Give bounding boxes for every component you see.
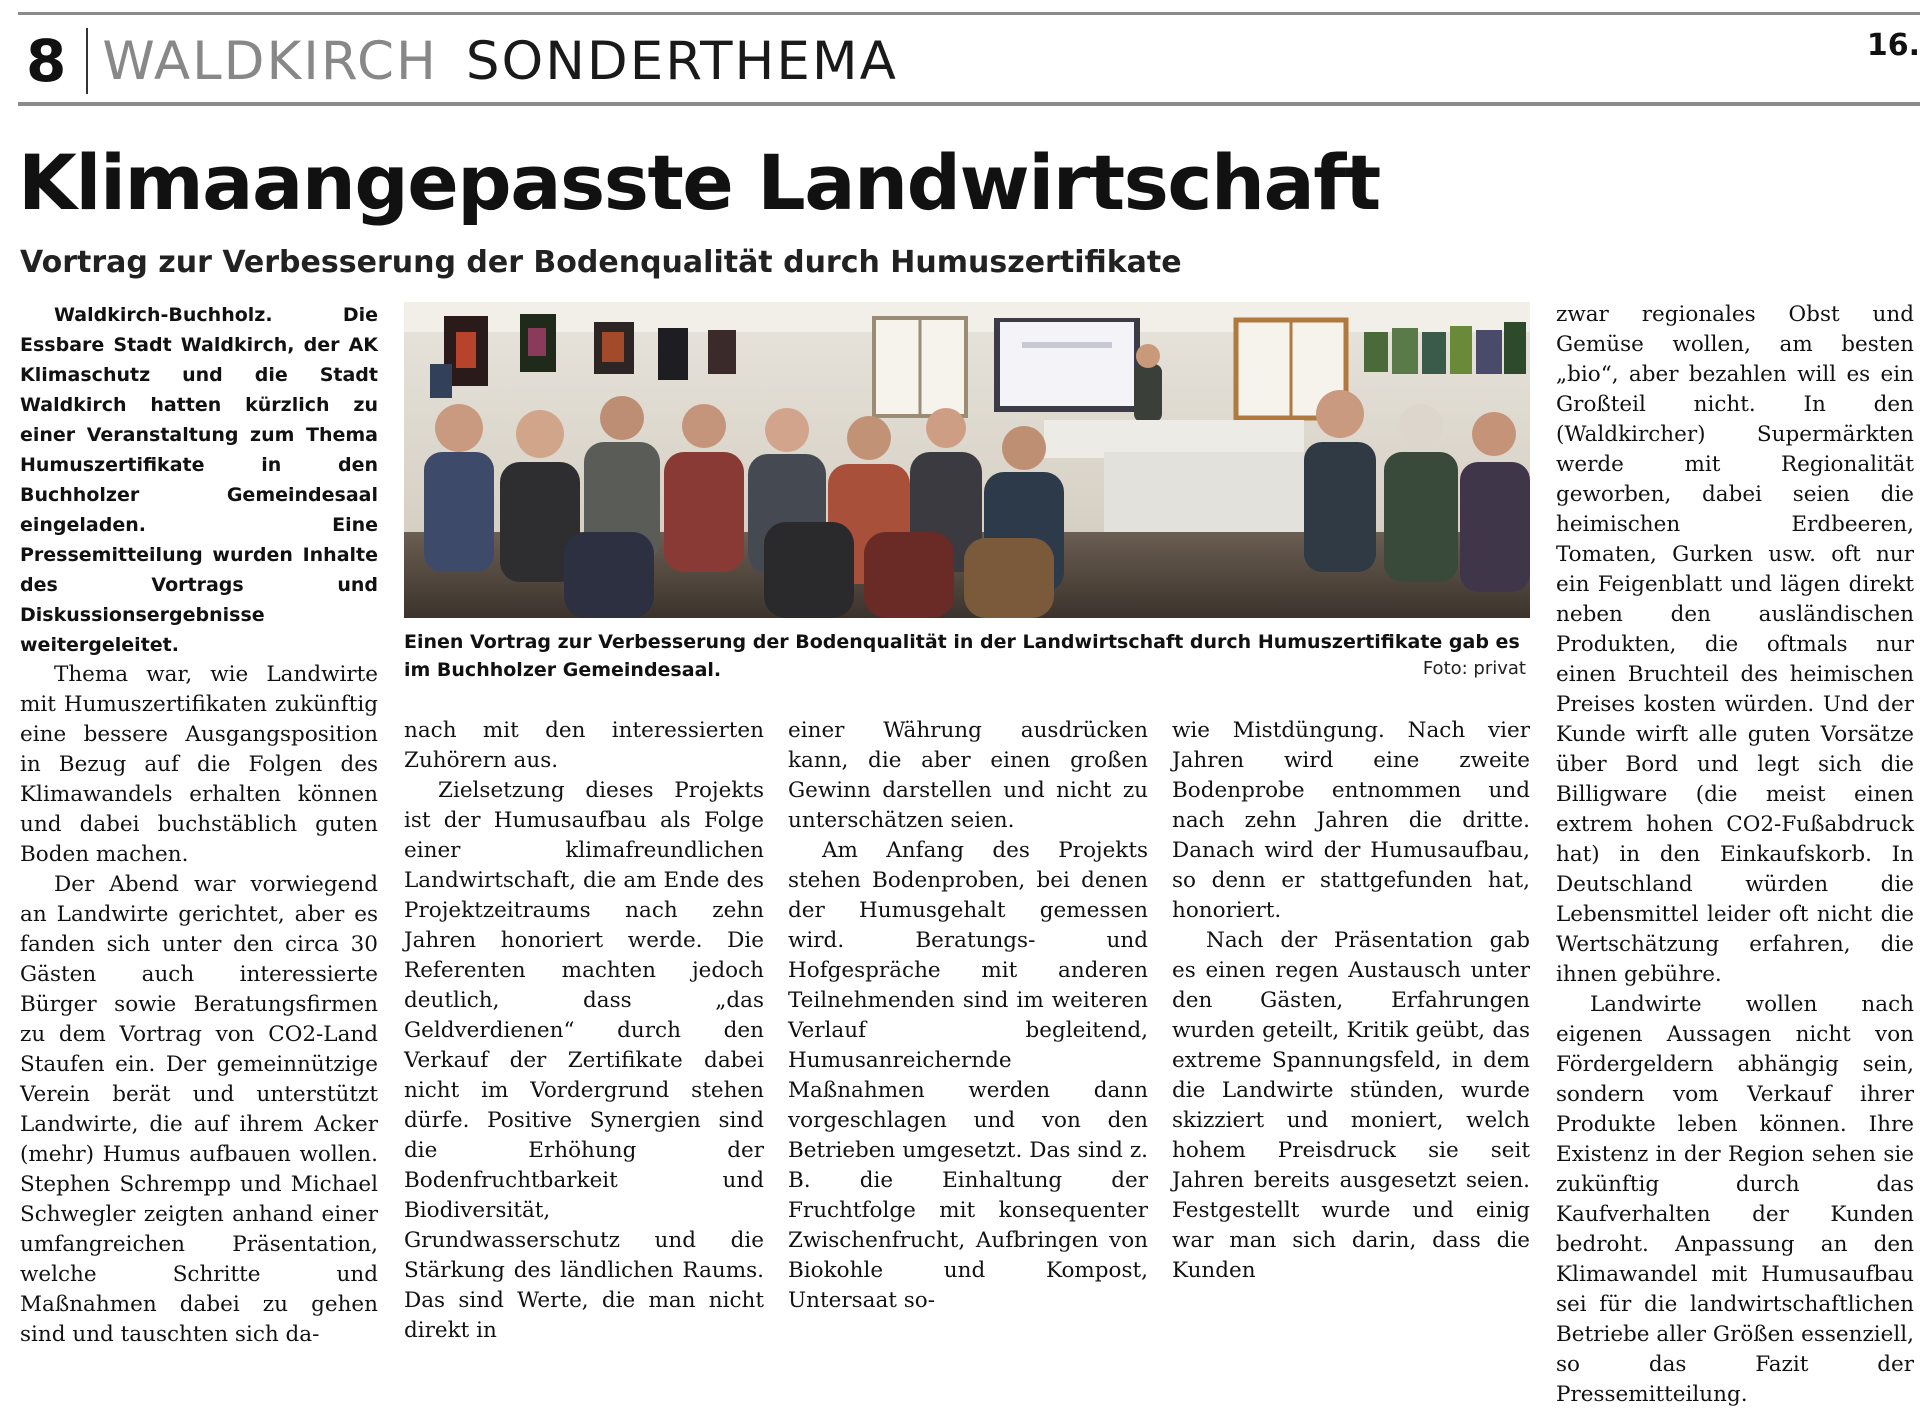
photo-credit: Foto: privat (1422, 658, 1526, 679)
top-rule (18, 12, 1920, 15)
article-paragraph: Zielsetzung dieses Projekts ist der Humusaufbau als Folge einer klimafreundlichen Landwirtschaft, die am Ende des Projektzeitraums nach zehn Jahren honoriert werde. Die Referenten machten jedoch deutlich, dass „das Geldverdienen“ durch den Verkauf der Zertifikate dabei nicht im Vordergrund stehen dürfe. Positive Synergien sind die Erhöhung der Bodenfruchtbarkeit und Biodiversität, Grundwasserschutz und die Stärkung des ländlichen Raums. Das sind Werte, die man nicht direkt in (404, 778, 764, 1343)
article-paragraph: wie Mistdüngung. Nach vier Jahren wird eine zweite Bodenprobe entnommen und nach zehn Jahren die dritte. Danach wird der Humusaufbau, so denn er stattgefunden hat, honoriert. (1172, 718, 1530, 923)
caption-text: Einen Vortrag zur Verbesserung der Bodenqualität in der Landwirtschaft durch Humuszertifikate gab es im Buchholzer Gemeindesaal. (404, 631, 1520, 681)
article-photo (404, 302, 1530, 618)
article-paragraph: Am Anfang des Projekts stehen Bodenproben, bei denen der Humusgehalt gemessen wird. Beratungs- und Hofgespräche mit anderen Teilnehmenden sind im weiteren Verlauf begleitend, Humusanreichernde Maßnahmen werden dann vorgeschlagen und von den Betrieben umgesetzt. Das sind z. B. die Einhaltung der Fruchtfolge mit konsequenter Zwischenfrucht, Aufbringen von Biokohle und Kompost, Untersaat so- (788, 838, 1148, 1313)
article-paragraph: einer Währung ausdrücken kann, die aber einen großen Gewinn darstellen und nicht zu unterschätzen seien. (788, 718, 1148, 833)
article-paragraph: zwar regionales Obst und Gemüse wollen, am besten „bio“, aber bezahlen will es ein Großteil nicht. In den (Waldkircher) Supermärkten werde mit Regionalität geworben, dabei seien die heimischen Erdbeeren, Tomaten, Gurken usw. oft nur ein Feigenblatt und lägen direkt neben den ausländischen Produkten, die oftmals nur einen Bruchteil des heimischen Preises kosten würden. Und der Kunde wirft alle guten Vorsätze über Bord und legt sich die Billigware (die meist einen extrem hohen CO2-Fußabdruck hat) in den Einkaufskorb. In Deutschland würden die Lebensmittel leider oft nicht die Wertschätzung erfahren, die ihnen gebühre. (1556, 302, 1914, 987)
section-name: WALDKIRCH (102, 30, 438, 92)
article-column-1 (20, 300, 378, 1350)
date-fragment: 16. (1866, 28, 1920, 63)
article-lead: Waldkirch-Buchholz. Die Essbare Stadt Waldkirch, der AK Klimaschutz und die Stadt Waldkirch hatten kürzlich zu einer Veranstaltung zum Thema Humuszertifikate in den Buchholzer Gemeindesaal eingeladen. Eine Pressemitteilung wurden Inhalte des Vortrags und Diskussionsergebnisse weitergeleitet. (20, 304, 378, 656)
article-subheadline: Vortrag zur Verbesserung der Bodenqualität durch Humuszertifikate (20, 245, 1182, 280)
masthead (26, 26, 898, 96)
article-paragraph: nach mit den interessierten Zuhörern aus. (404, 718, 764, 773)
page-number: 8 (26, 27, 67, 95)
topic-name: SONDERTHEMA (465, 30, 898, 92)
photo-caption (404, 628, 1530, 684)
article-paragraph: Nach der Präsentation gab es einen regen Austausch unter den Gästen, Erfahrungen wurden geteilt, Kritik geübt, das extreme Spannungsfeld, in dem die Landwirte stünden, wurde skizziert und moniert, welch hohem Preisdruck sie seit Jahren bereits ausgesetzt seien. Festgestellt wurde und einig war man sich darin, dass die Kunden (1172, 928, 1530, 1283)
article-column-4 (1172, 716, 1530, 1286)
article-column-5 (1556, 300, 1914, 1410)
photo-illustration (404, 302, 1530, 618)
article-headline: Klimaangepasste Landwirtschaft (18, 138, 1380, 227)
article-paragraph: Landwirte wollen nach eigenen Aussagen nicht von Fördergeldern abhängig sein, sondern vom Verkauf ihrer Produkte leben können. Ihre Existenz in der Region sehen sie zukünftig durch das Kaufverhalten der Kunden bedroht. Anpassung an den Klimawandel mit Humusaufbau sei für die landwirtschaftlichen Betriebe aller Größen essenziell, so das Fazit der Pressemitteilung. (1556, 992, 1914, 1407)
masthead-divider (86, 28, 88, 94)
masthead-rule (18, 102, 1920, 106)
article-column-3 (788, 716, 1148, 1316)
article-column-2 (404, 716, 764, 1346)
article-paragraph: Der Abend war vorwiegend an Landwirte gerichtet, aber es fanden sich unter den circa 30 Gästen auch interessierte Bürger sowie Beratungsfirmen zu dem Vortrag von CO2-Land Staufen ein. Der gemeinnützige Verein berät und unterstützt Landwirte, die auf ihrem Acker (mehr) Humus aufbauen wollen. Stephen Schrempp und Michael Schwegler zeigten anhand einer umfangreichen Präsentation, welche Schritte und Maßnahmen dabei zu gehen sind und tauschten sich da- (20, 872, 378, 1347)
article-paragraph: Thema war, wie Landwirte mit Humuszertifikaten zukünftig eine bessere Ausgangsposition in Bezug auf die Folgen des Klimawandels erhalten können und dabei buchstäblich guten Boden machen. (20, 662, 378, 867)
